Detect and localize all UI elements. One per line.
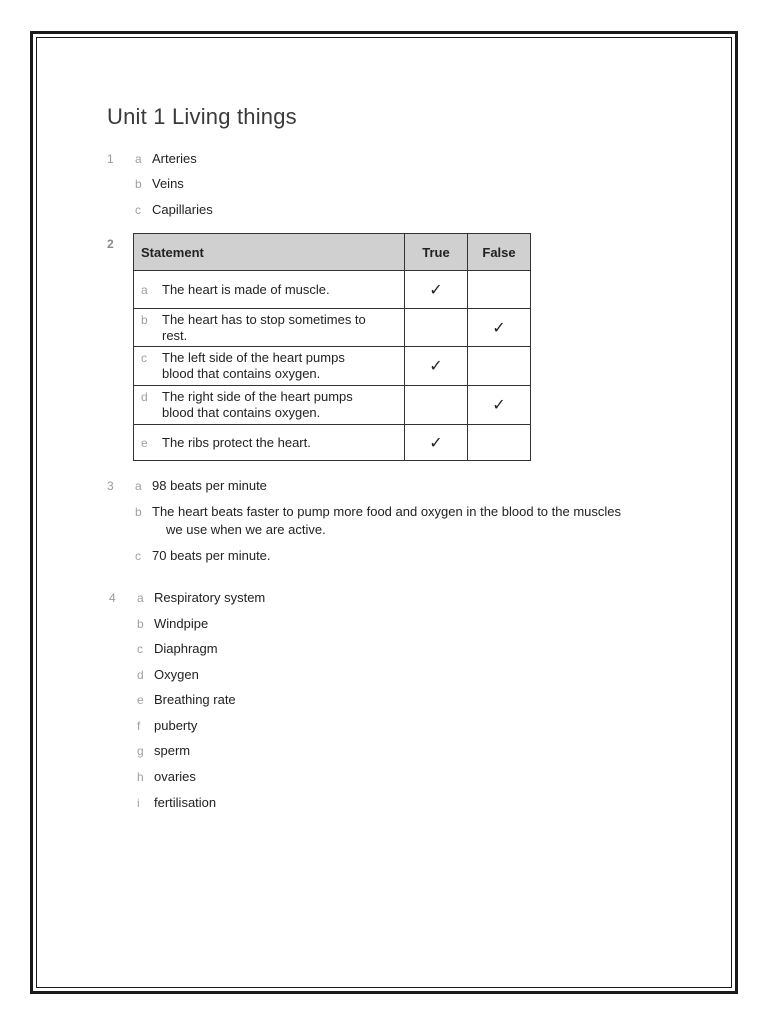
true-check-cell bbox=[405, 309, 468, 347]
table-row bbox=[134, 309, 531, 347]
q3-a-answer: 98 beats per minute bbox=[152, 478, 267, 493]
statement-text: The heart is made of muscle. bbox=[162, 281, 330, 297]
q1-a-answer: Arteries bbox=[152, 151, 197, 166]
table-row bbox=[134, 386, 531, 425]
false-check-cell bbox=[468, 271, 531, 309]
false-check-cell bbox=[468, 425, 531, 461]
true-false-table bbox=[133, 233, 531, 461]
q4-e-answer: Breathing rate bbox=[154, 692, 236, 707]
q3-c-answer: 70 beats per minute. bbox=[152, 548, 271, 563]
q4-i-answer: fertilisation bbox=[154, 795, 217, 810]
question-2-number: 2 bbox=[107, 237, 114, 251]
row-letter: b bbox=[141, 312, 148, 327]
false-check-cell bbox=[468, 347, 531, 386]
q4-d-letter: d bbox=[137, 668, 144, 682]
row-letter: e bbox=[141, 435, 148, 450]
q1-b-answer: Veins bbox=[152, 176, 184, 191]
q4-b-letter: b bbox=[137, 617, 144, 631]
statement-cell bbox=[134, 425, 405, 461]
q4-f-answer: puberty bbox=[154, 718, 198, 733]
question-4-number: 4 bbox=[109, 591, 116, 605]
q4-d-answer: Oxygen bbox=[154, 667, 199, 682]
q1-b-letter: b bbox=[135, 177, 142, 191]
true-check-cell: ✓ bbox=[405, 347, 468, 386]
q1-a-letter: a bbox=[135, 152, 142, 166]
statement-text: The ribs protect the heart. bbox=[162, 434, 311, 450]
q3-b-letter: b bbox=[135, 505, 142, 519]
row-letter: c bbox=[141, 351, 147, 365]
q4-h-answer: ovaries bbox=[154, 769, 196, 784]
q4-g-letter: g bbox=[137, 744, 144, 758]
true-check-cell bbox=[405, 386, 468, 425]
statement-cell bbox=[134, 347, 405, 386]
false-header: False bbox=[468, 234, 531, 271]
table-header-row bbox=[134, 234, 531, 271]
q4-c-letter: c bbox=[137, 642, 143, 656]
table-row bbox=[134, 425, 531, 461]
q3-c-letter: c bbox=[135, 549, 141, 563]
q4-c-answer: Diaphragm bbox=[154, 641, 218, 656]
q3-b-answer-line2: we use when we are active. bbox=[166, 522, 326, 537]
statement-header: Statement bbox=[134, 234, 405, 271]
page-title: Unit 1 Living things bbox=[107, 104, 297, 129]
q4-a-answer: Respiratory system bbox=[154, 590, 266, 605]
q1-c-letter: c bbox=[135, 203, 141, 217]
false-check-cell: ✓ bbox=[468, 386, 531, 425]
statement-cell bbox=[134, 271, 405, 309]
question-3-number: 3 bbox=[107, 479, 114, 493]
true-header: True bbox=[405, 234, 468, 271]
statement-text: The heart has to stop sometimes to rest. bbox=[162, 311, 366, 343]
q1-c-answer: Capillaries bbox=[152, 202, 213, 217]
q3-b-answer-line1: The heart beats faster to pump more food and oxygen in the blood to the muscles bbox=[152, 504, 622, 519]
row-letter: a bbox=[141, 282, 148, 297]
table-row bbox=[134, 271, 531, 309]
question-1-number: 1 bbox=[107, 152, 114, 166]
true-check-cell: ✓ bbox=[405, 271, 468, 309]
statement-text: The left side of the heart pumps blood that contains oxygen. bbox=[162, 350, 345, 381]
q4-e-letter: e bbox=[137, 693, 144, 707]
false-check-cell: ✓ bbox=[468, 309, 531, 347]
q4-f-letter: f bbox=[137, 719, 141, 733]
row-letter: d bbox=[141, 390, 148, 404]
q4-h-letter: h bbox=[137, 770, 144, 784]
table-row bbox=[134, 347, 531, 386]
q4-g-answer: sperm bbox=[154, 743, 191, 758]
q4-b-answer: Windpipe bbox=[154, 616, 209, 631]
statement-text: The right side of the heart pumps blood that contains oxygen. bbox=[162, 389, 353, 420]
q3-a-letter: a bbox=[135, 479, 142, 493]
q4-i-letter: i bbox=[137, 796, 140, 810]
q4-a-letter: a bbox=[137, 591, 144, 605]
true-check-cell: ✓ bbox=[405, 425, 468, 461]
statement-cell bbox=[134, 386, 405, 425]
statement-cell bbox=[134, 309, 405, 347]
